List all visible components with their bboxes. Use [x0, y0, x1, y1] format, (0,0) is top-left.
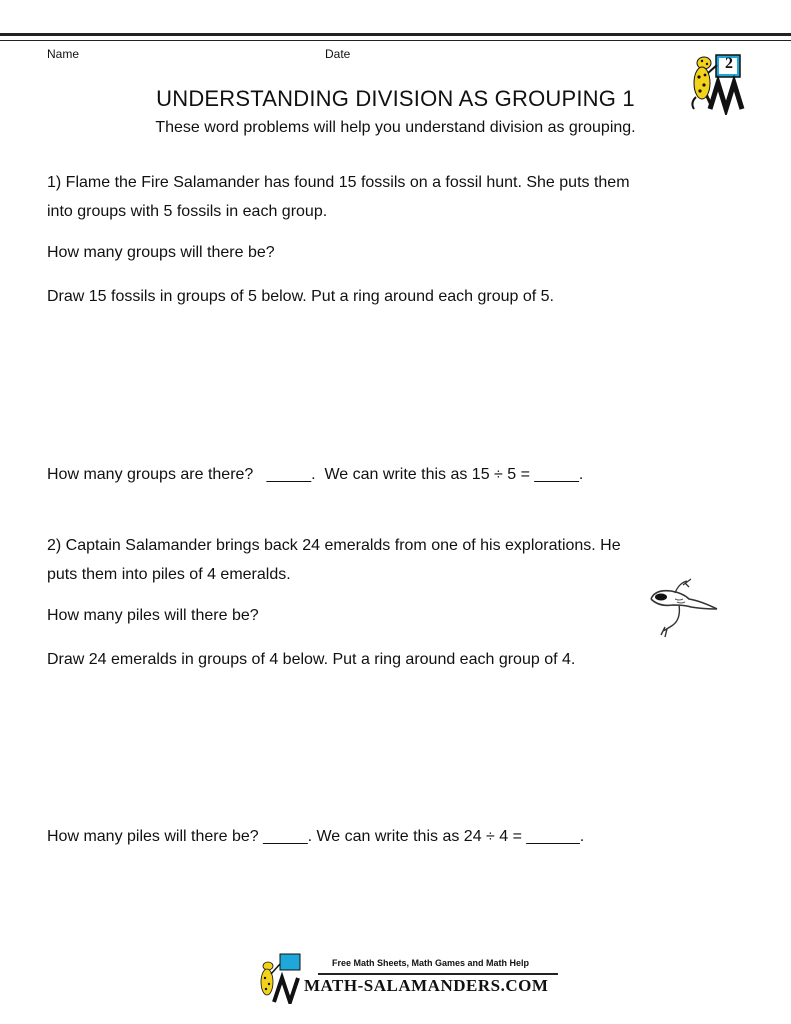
footer-salamander-icon — [256, 952, 304, 1004]
date-label: Date — [325, 47, 351, 61]
problem-1-question: How many groups will there be? — [47, 244, 275, 261]
top-rule-thin — [0, 40, 791, 41]
problem-1-text-line-1: 1) Flame the Fire Salamander has found 15 fossils on a fossil hunt. She puts them — [47, 174, 630, 191]
footer-logo — [256, 952, 304, 1004]
problem-1-instruction: Draw 15 fossils in groups of 5 below. Put a ring around each group of 5. — [47, 288, 554, 305]
problem-2-question: How many piles will there be? — [47, 607, 259, 624]
footer-tagline: Free Math Sheets, Math Games and Math Help — [332, 958, 530, 968]
footer-site-link[interactable]: MATH-SALAMANDERS.COM — [304, 976, 549, 995]
problem-1-answer-line: How many groups are there? _____. We can write this as 15 ÷ 5 = _____. — [47, 466, 584, 483]
problem-2-text-line-1: 2) Captain Salamander brings back 24 emeralds from one of his explorations. He — [47, 537, 621, 554]
page-title: UNDERSTANDING DIVISION AS GROUPING 1 — [156, 86, 635, 111]
problem-1-text-line-2: into groups with 5 fossils in each group. — [47, 203, 328, 220]
salamander-illustration — [645, 575, 725, 641]
grade-number: 2 — [725, 55, 733, 72]
problem-2-instruction: Draw 24 emeralds in groups of 4 below. Put a ring around each group of 4. — [47, 651, 576, 668]
problem-2-text-line-2: puts them into piles of 4 emeralds. — [47, 566, 291, 583]
name-label: Name — [47, 47, 80, 61]
salamander-icon — [645, 575, 725, 641]
problem-2-answer-line: How many piles will there be? _____. We can write this as 24 ÷ 4 = ______. — [47, 828, 585, 845]
top-rule-thick — [0, 33, 791, 36]
footer-divider — [318, 973, 558, 975]
page-subtitle: These word problems will help you understand division as grouping. — [155, 119, 636, 136]
